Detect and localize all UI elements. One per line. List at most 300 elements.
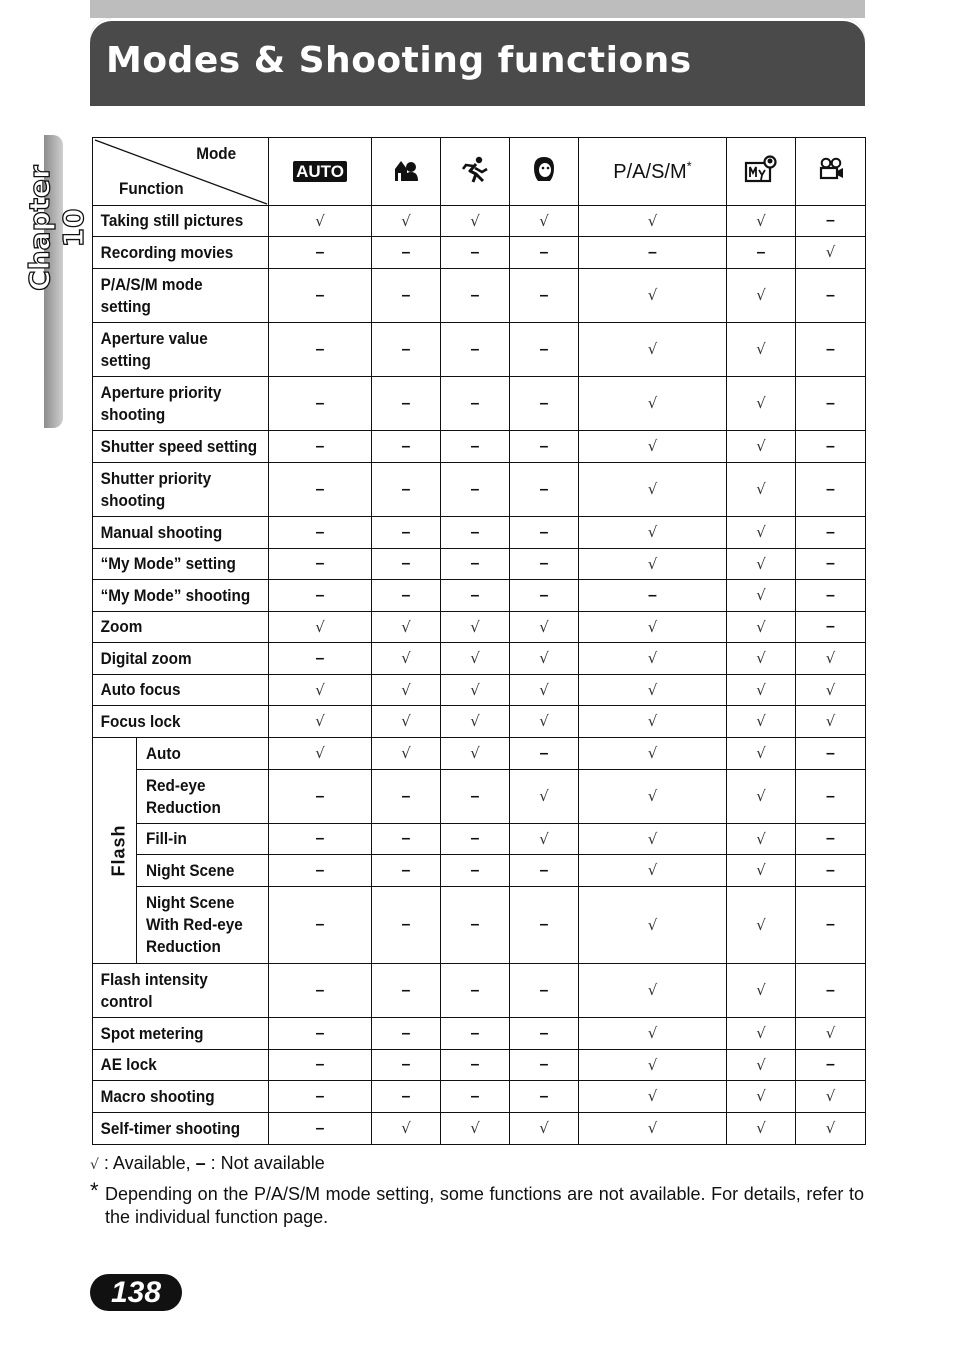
available-mark: √	[647, 1119, 658, 1137]
available-mark: √	[470, 211, 480, 230]
available-mark: √	[647, 1087, 658, 1105]
available-mark: √	[401, 712, 411, 730]
function-label: “My Mode” shooting	[93, 580, 251, 612]
availability-cell	[372, 549, 441, 580]
function-label: Flash intensity control	[93, 964, 251, 1018]
availability-cell	[372, 1050, 441, 1081]
availability-cell	[796, 323, 866, 377]
available-mark: √	[756, 712, 766, 730]
availability-cell	[727, 887, 796, 964]
table-body	[93, 206, 866, 1145]
availability-cell	[269, 1018, 372, 1050]
availability-cell	[579, 1081, 727, 1113]
availability-cell	[269, 612, 372, 643]
not-available-mark: –	[401, 340, 411, 358]
function-label: Zoom	[93, 612, 251, 643]
availability-cell	[727, 612, 796, 643]
not-available-mark: –	[539, 916, 549, 933]
table-row	[93, 675, 866, 706]
not-available-mark: –	[315, 394, 325, 412]
availability-cell	[510, 1018, 579, 1050]
not-available-mark: –	[315, 649, 325, 667]
available-mark: √	[647, 480, 658, 498]
availability-cell	[727, 580, 796, 612]
available-mark: √	[401, 617, 411, 636]
not-available-mark: –	[401, 437, 411, 455]
available-mark: √	[647, 649, 658, 667]
top-strip	[90, 0, 865, 18]
not-available-mark: –	[826, 861, 835, 879]
availability-cell	[796, 855, 866, 887]
not-available-mark: –	[826, 618, 835, 635]
table-row	[93, 237, 866, 269]
availability-cell	[796, 580, 866, 612]
available-mark: √	[756, 829, 766, 848]
not-available-mark: –	[539, 480, 549, 498]
not-available-mark: –	[648, 243, 657, 261]
availability-cell	[441, 549, 510, 580]
availability-cell	[441, 517, 510, 549]
not-available-mark: –	[539, 394, 549, 412]
availability-cell	[510, 323, 579, 377]
availability-cell	[510, 855, 579, 887]
available-mark: √	[647, 915, 658, 934]
function-label: Digital zoom	[93, 643, 251, 675]
legend-check-mark: √	[90, 1157, 99, 1173]
available-mark: √	[756, 744, 766, 762]
not-available-mark: –	[315, 1087, 325, 1105]
availability-cell	[510, 770, 579, 824]
available-mark: √	[315, 744, 325, 762]
not-available-mark: –	[401, 861, 411, 879]
availability-cell	[727, 206, 796, 237]
availability-cell	[510, 1050, 579, 1081]
availability-cell	[441, 1050, 510, 1081]
availability-cell	[510, 964, 579, 1018]
not-available-mark: –	[470, 555, 480, 572]
available-mark: √	[756, 1055, 766, 1074]
not-available-mark: –	[401, 286, 411, 304]
availability-cell	[727, 706, 796, 738]
not-available-mark: –	[470, 480, 480, 498]
availability-cell	[727, 323, 796, 377]
availability-cell	[372, 855, 441, 887]
not-available-mark: –	[315, 916, 325, 933]
availability-cell	[579, 770, 727, 824]
available-mark: √	[756, 586, 766, 604]
available-mark: √	[756, 480, 766, 498]
availability-cell	[510, 237, 579, 269]
available-mark: √	[539, 787, 549, 805]
not-available-mark: –	[315, 1024, 325, 1042]
availability-cell	[796, 377, 866, 431]
title-bar	[90, 18, 865, 106]
table-row	[93, 738, 866, 770]
not-available-mark: –	[539, 243, 549, 261]
available-mark: √	[539, 712, 549, 730]
availability-cell	[579, 706, 727, 738]
not-available-mark: –	[401, 480, 411, 498]
function-label: Self-timer shooting	[93, 1113, 251, 1145]
availability-cell	[510, 517, 579, 549]
footnote-text: Depending on the P/A/S/M mode setting, some functions are not available. For details, refer to the individual function page.	[105, 1184, 864, 1227]
not-available-mark: –	[826, 586, 835, 604]
available-mark: √	[315, 211, 325, 230]
available-mark: √	[315, 617, 325, 636]
not-available-mark: –	[315, 555, 325, 572]
not-available-mark: –	[470, 1056, 480, 1073]
not-available-mark: –	[826, 286, 835, 304]
function-label: Shutter speed setting	[93, 431, 251, 463]
not-available-mark: –	[401, 586, 411, 604]
availability-cell	[796, 675, 866, 706]
availability-cell	[441, 206, 510, 237]
function-label: Night Scene With Red-eye Reduction	[137, 887, 269, 964]
available-mark: √	[539, 211, 549, 230]
function-label: AE lock	[93, 1050, 251, 1081]
table-row	[93, 517, 866, 549]
availability-cell	[579, 269, 727, 323]
availability-cell	[372, 323, 441, 377]
available-mark: √	[401, 680, 411, 699]
not-available-mark: –	[315, 243, 325, 261]
availability-cell	[796, 549, 866, 580]
available-mark: √	[647, 712, 658, 730]
page-number: 138	[90, 1274, 182, 1311]
available-mark: √	[756, 1119, 766, 1137]
available-mark: √	[756, 680, 766, 699]
not-available-mark: –	[826, 212, 835, 229]
availability-cell	[579, 580, 727, 612]
available-mark: √	[539, 680, 549, 699]
table-row	[93, 855, 866, 887]
availability-cell	[372, 887, 441, 964]
availability-cell	[579, 1050, 727, 1081]
available-mark: √	[647, 394, 658, 412]
availability-cell	[510, 824, 579, 855]
available-mark: √	[401, 1119, 411, 1137]
table-row	[93, 964, 866, 1018]
footnote	[90, 1178, 864, 1229]
availability-cell	[727, 824, 796, 855]
availability-cell	[441, 1081, 510, 1113]
not-available-mark: –	[470, 586, 480, 604]
pasm-asterisk: *	[686, 158, 692, 174]
not-available-mark: –	[826, 340, 835, 358]
availability-cell	[579, 431, 727, 463]
availability-cell	[727, 770, 796, 824]
function-label: Auto	[137, 738, 269, 770]
available-mark: √	[647, 437, 658, 455]
availability-cell	[579, 517, 727, 549]
availability-cell	[796, 706, 866, 738]
available-mark: √	[647, 680, 658, 699]
availability-cell	[510, 612, 579, 643]
available-mark: √	[647, 861, 658, 879]
availability-cell	[727, 431, 796, 463]
page-title: Modes & Shooting functions	[106, 40, 692, 81]
availability-cell	[372, 1018, 441, 1050]
not-available-mark: –	[315, 1119, 325, 1137]
availability-cell	[269, 1050, 372, 1081]
availability-cell	[269, 206, 372, 237]
availability-cell	[796, 738, 866, 770]
not-available-mark: –	[539, 437, 549, 455]
not-available-mark: –	[539, 861, 549, 879]
col-self-portrait	[510, 138, 579, 206]
available-mark: √	[647, 286, 658, 304]
availability-cell	[796, 237, 866, 269]
not-available-mark: –	[826, 480, 835, 498]
legend	[90, 1153, 325, 1174]
table-row	[93, 706, 866, 738]
not-available-mark: –	[539, 1024, 549, 1042]
available-mark: √	[825, 712, 836, 730]
availability-cell	[372, 580, 441, 612]
table-row	[93, 643, 866, 675]
availability-cell	[269, 770, 372, 824]
table-row	[93, 580, 866, 612]
available-mark: √	[539, 617, 549, 636]
legend-dash-mark: –	[195, 1153, 206, 1173]
availability-cell	[727, 855, 796, 887]
not-available-mark: –	[401, 523, 411, 541]
available-mark: √	[756, 1024, 766, 1042]
not-available-mark: –	[539, 340, 549, 358]
available-mark: √	[756, 617, 766, 636]
available-mark: √	[756, 394, 766, 412]
not-available-mark: –	[315, 523, 325, 541]
available-mark: √	[647, 829, 658, 848]
availability-cell	[579, 463, 727, 517]
availability-cell	[510, 377, 579, 431]
available-mark: √	[756, 211, 766, 230]
availability-cell	[727, 549, 796, 580]
available-mark: √	[539, 649, 549, 667]
availability-cell	[269, 377, 372, 431]
available-mark: √	[470, 712, 480, 730]
col-pasm	[579, 138, 727, 206]
portrait-icon	[392, 156, 420, 182]
availability-cell	[441, 643, 510, 675]
availability-cell	[441, 675, 510, 706]
flash-group-label-text: Flash	[108, 824, 129, 877]
availability-cell	[727, 738, 796, 770]
availability-cell	[372, 824, 441, 855]
availability-cell	[510, 706, 579, 738]
available-mark: √	[825, 1024, 836, 1042]
availability-cell	[441, 1018, 510, 1050]
available-mark: √	[470, 649, 480, 667]
availability-cell	[269, 463, 372, 517]
availability-cell	[269, 1113, 372, 1145]
availability-cell	[796, 206, 866, 237]
sports-icon	[460, 155, 490, 183]
availability-cell	[796, 770, 866, 824]
available-mark: √	[756, 340, 766, 358]
not-available-mark: –	[826, 744, 835, 762]
availability-cell	[372, 770, 441, 824]
legend-available-text: : Available,	[98, 1153, 196, 1173]
not-available-mark: –	[470, 787, 480, 805]
not-available-mark: –	[401, 916, 411, 933]
availability-cell	[441, 377, 510, 431]
not-available-mark: –	[826, 437, 835, 455]
available-mark: √	[647, 744, 658, 762]
availability-cell	[510, 1081, 579, 1113]
not-available-mark: –	[470, 286, 480, 304]
availability-cell	[269, 269, 372, 323]
available-mark: √	[825, 649, 836, 667]
flash-group-label	[93, 738, 137, 964]
not-available-mark: –	[826, 916, 835, 933]
not-available-mark: –	[401, 1056, 411, 1073]
availability-cell	[441, 964, 510, 1018]
available-mark: √	[647, 1055, 658, 1074]
availability-cell	[579, 824, 727, 855]
function-label: Night Scene	[137, 855, 269, 887]
not-available-mark: –	[826, 787, 835, 805]
availability-cell	[372, 517, 441, 549]
availability-cell	[372, 377, 441, 431]
availability-cell	[269, 517, 372, 549]
table-row	[93, 269, 866, 323]
availability-cell	[269, 549, 372, 580]
not-available-mark: –	[826, 981, 835, 999]
not-available-mark: –	[470, 243, 480, 261]
not-available-mark: –	[470, 340, 480, 358]
availability-cell	[796, 517, 866, 549]
availability-cell	[372, 964, 441, 1018]
col-my-mode	[727, 138, 796, 206]
available-mark: √	[825, 243, 836, 261]
available-mark: √	[756, 787, 766, 805]
not-available-mark: –	[826, 523, 835, 541]
not-available-mark: –	[401, 243, 411, 261]
not-available-mark: –	[401, 830, 411, 847]
availability-cell	[441, 706, 510, 738]
availability-cell	[796, 824, 866, 855]
not-available-mark: –	[826, 1056, 835, 1073]
table-row	[93, 824, 866, 855]
availability-cell	[269, 237, 372, 269]
not-available-mark: –	[470, 1087, 480, 1105]
availability-cell	[441, 323, 510, 377]
not-available-mark: –	[315, 830, 325, 847]
availability-cell	[441, 237, 510, 269]
availability-cell	[441, 1113, 510, 1145]
available-mark: √	[647, 340, 658, 358]
availability-cell	[372, 269, 441, 323]
available-mark: √	[756, 523, 766, 541]
availability-cell	[510, 463, 579, 517]
availability-cell	[372, 643, 441, 675]
not-available-mark: –	[315, 1056, 325, 1073]
available-mark: √	[401, 744, 411, 762]
not-available-mark: –	[315, 861, 325, 879]
table-row	[93, 770, 866, 824]
availability-cell	[579, 1113, 727, 1145]
availability-cell	[372, 706, 441, 738]
available-mark: √	[647, 523, 658, 541]
availability-cell	[441, 431, 510, 463]
availability-cell	[510, 738, 579, 770]
availability-cell	[727, 269, 796, 323]
not-available-mark: –	[401, 555, 411, 572]
availability-cell	[727, 377, 796, 431]
self-portrait-icon	[531, 155, 557, 183]
availability-cell	[372, 675, 441, 706]
availability-cell	[727, 1018, 796, 1050]
availability-cell	[796, 1050, 866, 1081]
function-axis-label: Function	[119, 179, 184, 198]
availability-cell	[269, 887, 372, 964]
corner-cell	[93, 138, 269, 206]
not-available-mark: –	[470, 437, 480, 455]
movie-icon	[817, 157, 845, 181]
availability-cell	[727, 964, 796, 1018]
function-label: Manual shooting	[93, 517, 251, 549]
availability-cell	[372, 237, 441, 269]
available-mark: √	[539, 1119, 549, 1137]
availability-cell	[727, 643, 796, 675]
availability-cell	[510, 580, 579, 612]
my-mode-icon	[744, 154, 778, 184]
col-auto	[269, 138, 372, 206]
availability-cell	[796, 1081, 866, 1113]
availability-cell	[372, 1113, 441, 1145]
not-available-mark: –	[539, 1087, 549, 1105]
not-available-mark: –	[470, 394, 480, 412]
availability-cell	[510, 643, 579, 675]
function-label: Auto focus	[93, 675, 251, 706]
availability-cell	[441, 580, 510, 612]
col-portrait	[372, 138, 441, 206]
available-mark: √	[315, 712, 325, 730]
available-mark: √	[756, 554, 766, 573]
not-available-mark: –	[401, 1024, 411, 1042]
not-available-mark: –	[401, 787, 411, 805]
function-label: Aperture value setting	[93, 323, 251, 377]
not-available-mark: –	[539, 555, 549, 572]
not-available-mark: –	[315, 286, 325, 304]
availability-cell	[727, 237, 796, 269]
col-sports	[441, 138, 510, 206]
availability-cell	[269, 824, 372, 855]
function-label: “My Mode” setting	[93, 549, 251, 580]
availability-cell	[579, 738, 727, 770]
available-mark: √	[315, 680, 325, 699]
availability-cell	[796, 463, 866, 517]
not-available-mark: –	[826, 394, 835, 412]
availability-cell	[579, 1018, 727, 1050]
not-available-mark: –	[826, 555, 835, 572]
availability-cell	[269, 855, 372, 887]
available-mark: √	[647, 554, 658, 573]
header-row	[93, 138, 866, 206]
available-mark: √	[756, 649, 766, 667]
availability-cell	[727, 1050, 796, 1081]
not-available-mark: –	[401, 394, 411, 412]
not-available-mark: –	[826, 830, 835, 847]
function-label: Red-eye Reduction	[137, 770, 269, 824]
auto-mode-icon: AUTO	[293, 161, 347, 182]
availability-cell	[269, 1081, 372, 1113]
availability-cell	[269, 431, 372, 463]
function-label: Recording movies	[93, 237, 251, 269]
availability-cell	[579, 612, 727, 643]
availability-cell	[796, 964, 866, 1018]
